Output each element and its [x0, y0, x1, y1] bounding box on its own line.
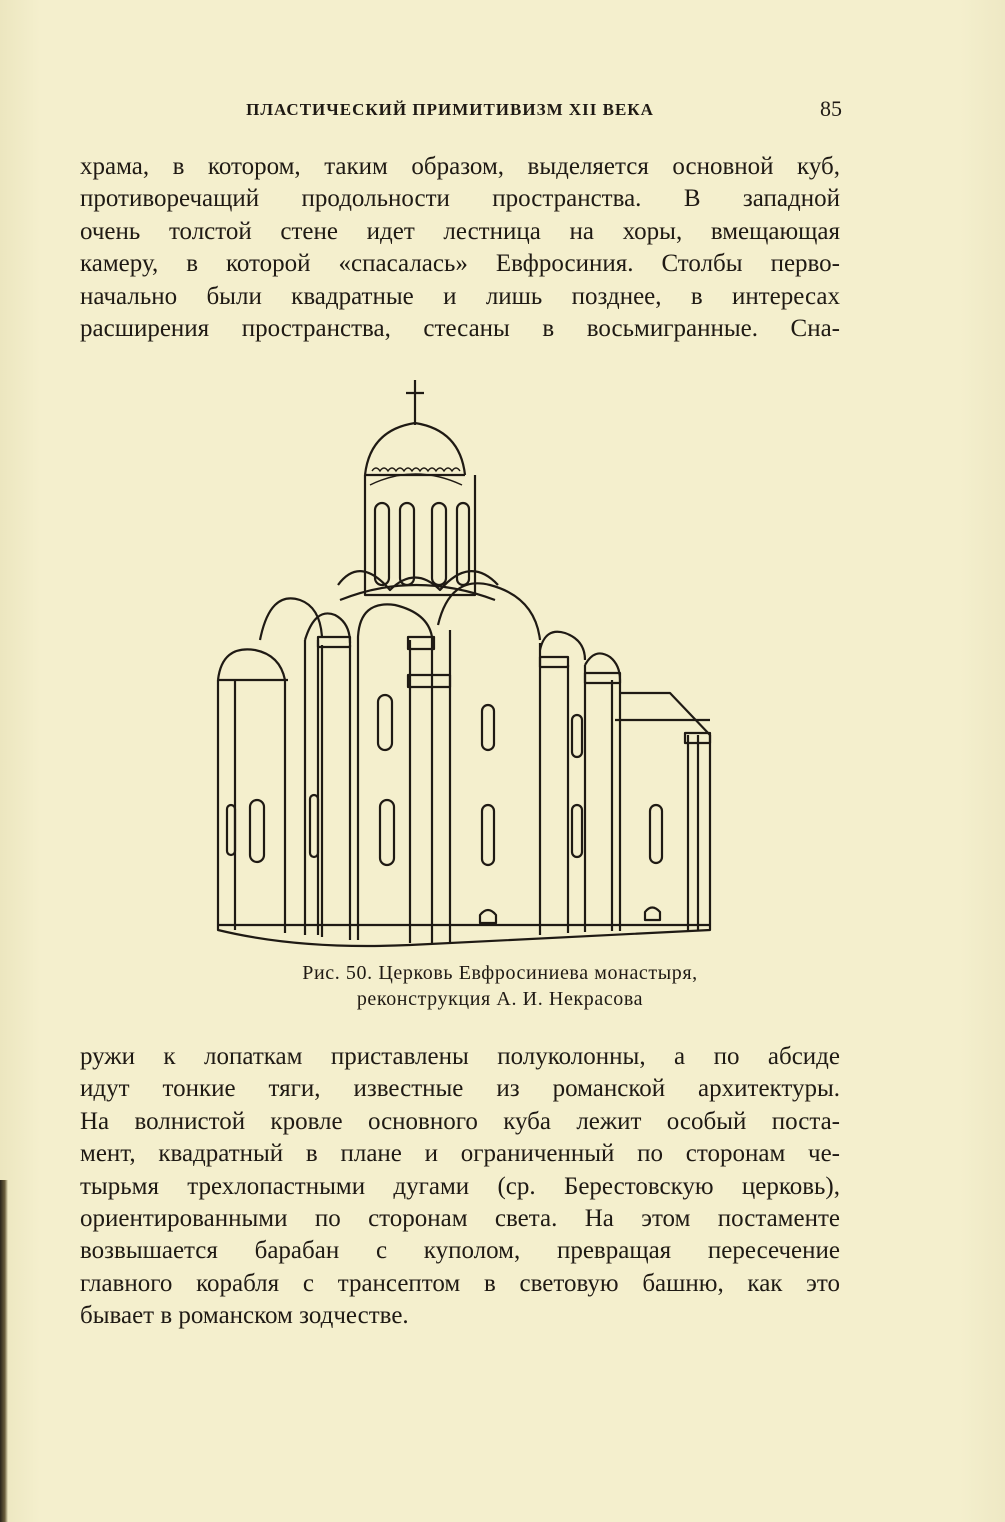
figure-caption-line-1: Рис. 50. Церковь Евфросиниева монастыря, [302, 962, 698, 984]
cross-icon [406, 380, 424, 425]
capitals [318, 637, 710, 743]
text-line: тырьмя трехлопастными дугами (ср. Берестовскую церковь), [80, 1172, 840, 1200]
text-line: бывает в романском зодчестве. [80, 1302, 409, 1330]
text-line: возвышается барабан с куполом, превращая пересечение [80, 1237, 840, 1265]
text-line: расширения пространства, стесаны в восьмигранные. Сна- [80, 314, 840, 342]
text-line: идут тонкие тяги, известные из романской архитектуры. [80, 1075, 840, 1103]
text-line: противоречащий продольности пространства. В западной [80, 185, 840, 213]
paragraph-bottom [80, 1041, 840, 1333]
book-spine-edge [0, 1180, 8, 1522]
text-line: очень толстой стене идет лестница на хоры, вмещающая [80, 217, 840, 245]
text-line: храма, в котором, таким образом, выделяется основной куб, [80, 153, 840, 180]
text-line: мент, квадратный в плане и ограниченный по сторонам че- [80, 1140, 840, 1168]
page-number: 85 [820, 96, 842, 121]
pilasters [235, 630, 698, 943]
zakomara-arches [260, 583, 620, 680]
church-illustration [210, 375, 720, 950]
figure-caption-line-2: реконструкция А. И. Некрасова [356, 988, 644, 1010]
dome-icon [365, 423, 465, 485]
text-line: главного корабля с трансептом в световую башню, как это [80, 1269, 840, 1297]
windows [227, 695, 662, 923]
text-line: ориентированными по сторонам света. На этом постаменте [80, 1204, 840, 1232]
text-line: начально были квадратные и лишь позднее, в интересах [80, 282, 840, 310]
text-line: камеру, в которой «спасалась» Евфросиния. Столбы перво- [80, 250, 840, 278]
paragraph-top [80, 151, 840, 345]
text-line: На волнистой кровле основного куба лежит особый поста- [80, 1107, 840, 1135]
church-drawing [210, 375, 720, 950]
text-line: ружи к лопаткам приставлены полуколонны, а по абсиде [80, 1043, 840, 1070]
running-title: ПЛАСТИЧЕСКИЙ ПРИМИТИВИЗМ XII ВЕКА [246, 100, 654, 119]
